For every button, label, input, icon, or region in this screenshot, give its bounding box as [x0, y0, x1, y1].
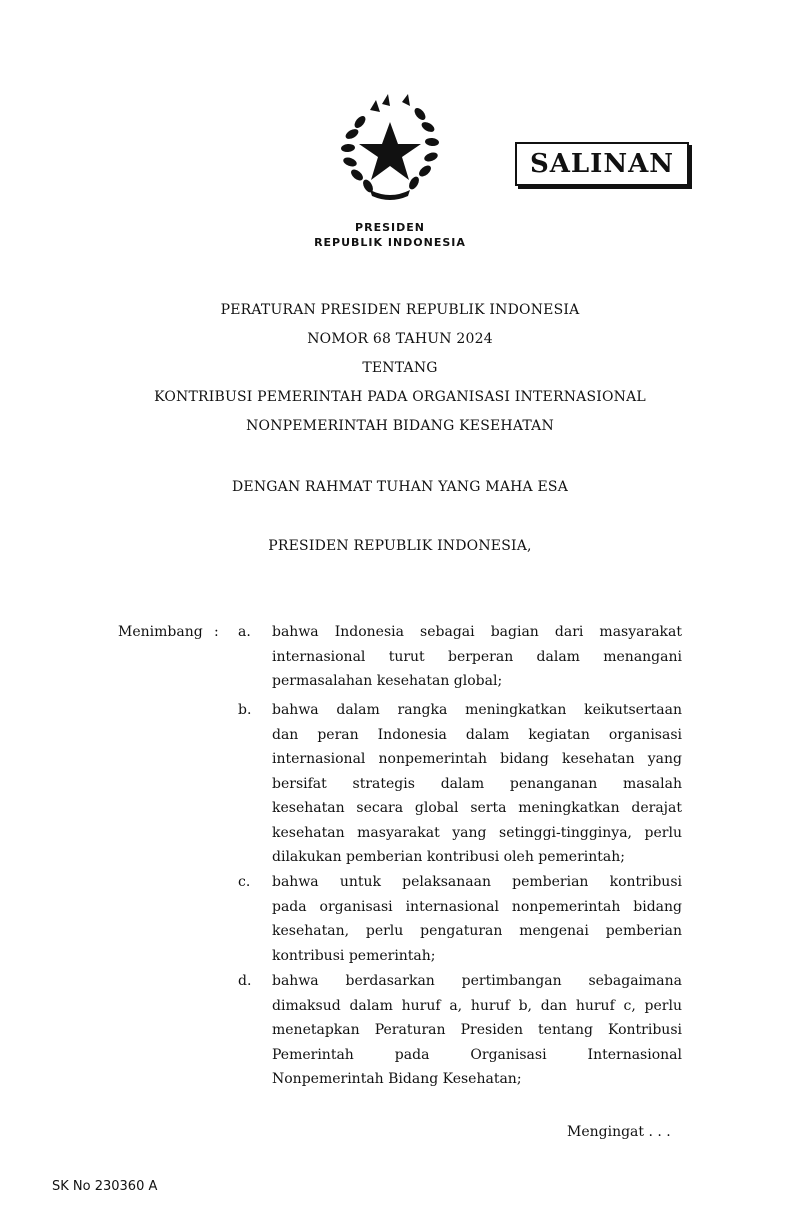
- text-line: kontribusi pemerintah;: [272, 947, 436, 964]
- text-line: kesehatan masyarakat yang setinggi-tingginya, perlu: [272, 824, 682, 841]
- text-line: permasalahan kesehatan global;: [272, 673, 503, 689]
- text-line: Nonpemerintah Bidang Kesehatan;: [272, 1071, 522, 1087]
- regulation-subject-line2: NONPEMERINTAH BIDANG KESEHATAN: [246, 418, 554, 434]
- text-line: internasional turut berperan dalam menangani: [272, 648, 682, 665]
- considering-item-b: [272, 698, 682, 870]
- text-line: bersifat strategis dalam penanganan masalah: [272, 775, 682, 792]
- text-line: Pemerintah pada Organisasi Internasional: [272, 1046, 682, 1063]
- preamble-president: PRESIDEN REPUBLIK INDONESIA,: [268, 538, 532, 554]
- garuda-star-emblem-icon: [330, 92, 450, 207]
- text-line: pada organisasi internasional nonpemerintah bidang: [272, 898, 682, 915]
- text-line: menetapkan Peraturan Presiden tentang Kontribusi: [272, 1022, 682, 1038]
- considering-item-d: [272, 969, 682, 1092]
- text-line: bahwa berdasarkan pertimbangan sebagaimana: [272, 973, 682, 989]
- item-letter: a.: [238, 624, 251, 640]
- text-line: bahwa Indonesia sebagai bagian dari masyarakat: [272, 624, 682, 640]
- salinan-stamp: SALINAN: [515, 142, 689, 186]
- regulation-title: PERATURAN PRESIDEN REPUBLIK INDONESIA: [220, 302, 580, 318]
- document-code: SK No 230360 A: [52, 1179, 158, 1194]
- text-line: bahwa untuk pelaksanaan pemberian kontribusi: [272, 874, 682, 890]
- text-line: kesehatan secara global serta meningkatkan derajat: [272, 800, 682, 816]
- preamble-grace: DENGAN RAHMAT TUHAN YANG MAHA ESA: [231, 479, 569, 495]
- text-line: bahwa dalam rangka meningkatkan keikutsertaan: [272, 702, 682, 718]
- president-label: PRESIDEN: [355, 221, 425, 234]
- regulation-subject-line1: KONTRIBUSI PEMERINTAH PADA ORGANISASI INTERNASIONAL: [154, 389, 646, 405]
- text-line: dimaksud dalam huruf a, huruf b, dan huruf c, perlu: [272, 997, 682, 1014]
- item-letter: b.: [238, 702, 252, 718]
- regulation-number: NOMOR 68 TAHUN 2024: [307, 331, 493, 347]
- considering-colon: :: [214, 624, 219, 640]
- considering-label: Menimbang: [118, 624, 203, 640]
- text-line: internasional nonpemerintah bidang kesehatan yang: [272, 751, 682, 767]
- considering-item-a: [272, 620, 682, 694]
- text-line: dilakukan pemberian kontribusi oleh pemerintah;: [272, 849, 625, 865]
- republic-label: REPUBLIK INDONESIA: [314, 236, 466, 249]
- text-line: dan peran Indonesia dalam kegiatan organisasi: [272, 726, 682, 743]
- next-page-catchword: Mengingat . . .: [567, 1124, 671, 1140]
- considering-item-c: [272, 870, 682, 968]
- text-line: kesehatan, perlu pengaturan mengenai pemberian: [272, 923, 682, 939]
- item-letter: d.: [238, 973, 252, 989]
- item-letter: c.: [238, 874, 251, 890]
- regulation-about: TENTANG: [362, 360, 438, 376]
